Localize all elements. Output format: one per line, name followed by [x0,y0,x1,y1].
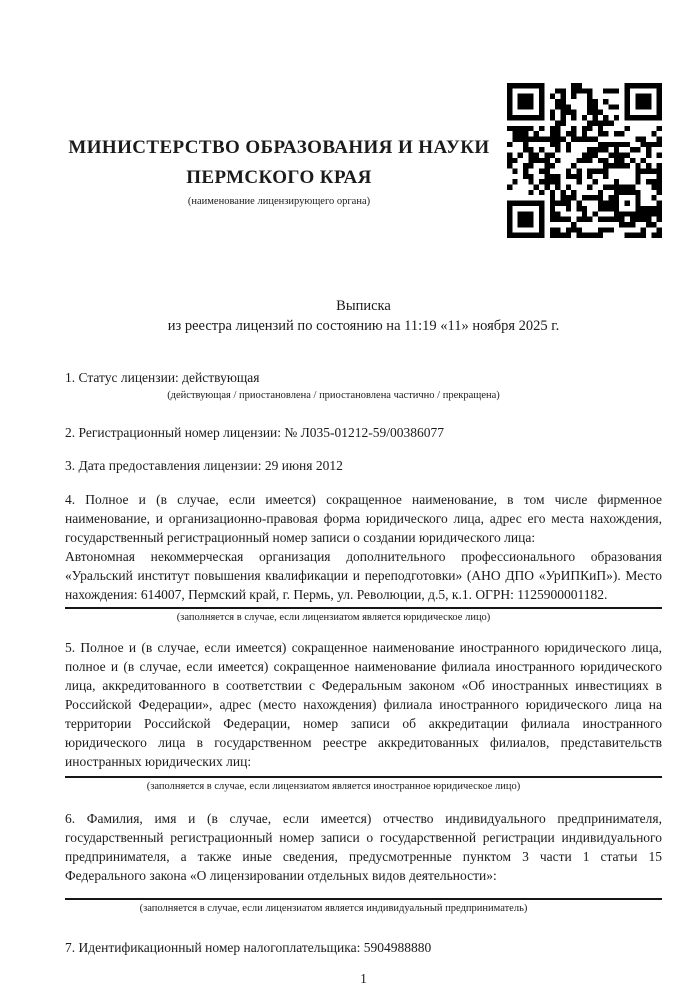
page-number: 1 [360,971,367,986]
item-individual-entrepreneur-label: 6. Фамилия, имя и (в случае, если имеется) отчество индивидуального предпринимателя, государственный регистрационный номер записи о государственной регистрации индивидуального предпринимателя, а также иные сведения, предусмотренные пунктом 3 части 1 статьи 15 Федерального закона «О лицензировании отдельных видов деятельности»: [65,811,662,883]
licensing-authority-caption: (наименование лицензирующего органа) [187,196,371,207]
item-individual-entrepreneur-caption: (заполняется в случае, если лицензиатом является индивидуальный предприниматель) [139,903,528,914]
document-title-date-line: из реестра лицензий по состоянию на 11:19 «11» ноября 2025 г. [167,318,560,334]
document-title-block [65,296,662,336]
item-individual-entrepreneur [65,809,662,916]
fill-in-rule-foreign-entity [65,776,662,778]
item-legal-entity-caption: (заполняется в случае, если лицензиатом является юридическое лицо) [176,612,491,623]
item-grant-date: 3. Дата предоставления лицензии: 29 июня 2012 [65,458,343,473]
document-header [65,83,662,238]
item-foreign-entity-label: 5. Полное и (в случае, если имеется) сокращенное наименование иностранного юридического лица, полное и (в случае, если имеется) сокращенное наименование филиала иностранного юридического лица, аккредитованного в соответствии с Федеральным законом «Об иностранных инвестициях в Российской Федерации», адрес (место нахождения) филиала иностранного юридического лица на территории Российской Федерации, номер записи об аккредитации филиала иностранного юридического лица в государственном реестре аккредитованных филиалов, представительств иностранных юридических лиц: [65,640,662,769]
item-taxpayer-number: 7. Идентификационный номер налогоплательщика: 5904988880 [65,940,432,955]
item-legal-entity-value: Автономная некоммерческая организация дополнительного профессионального образования «Уральский институт повышения квалификации и переподготовки» (АНО ДПО «УрИПКиП»). Место нахождения: 614007, Пермский край, г. Пермь, ул. Революции, д.5, к.1. ОГРН: 1125900001182. [65,549,662,602]
item-foreign-entity-caption: (заполняется в случае, если лицензиатом является иностранное юридическое лицо) [146,781,521,792]
item-license-status-caption: (действующая / приостановлена / приостановлена частично / прекращена) [167,390,500,401]
item-license-status: 1. Статус лицензии: действующая [65,370,260,385]
item-legal-entity-label: 4. Полное и (в случае, если имеется) сокращенное наименование, в том числе фирменное наименование, и организационно-правовая форма юридического лица, адрес его места нахождения, государственный регистрационный номер записи о создании юридического лица: [65,492,662,545]
ministry-name-line2: ПЕРМСКОГО КРАЯ [186,167,372,188]
fill-in-rule-legal-entity [65,607,662,609]
item-legal-entity [65,490,662,625]
item-foreign-entity [65,638,662,794]
document-title: Выписка [336,298,391,314]
item-registration-number: 2. Регистрационный номер лицензии: № Л035-01212-59/00386077 [65,425,445,440]
ministry-name-line1: МИНИСТЕРСТВО ОБРАЗОВАНИЯ И НАУКИ [68,137,490,158]
fill-in-rule-individual-entrepreneur [65,898,662,900]
licensing-authority-block [65,83,507,207]
qr-code [507,83,662,238]
